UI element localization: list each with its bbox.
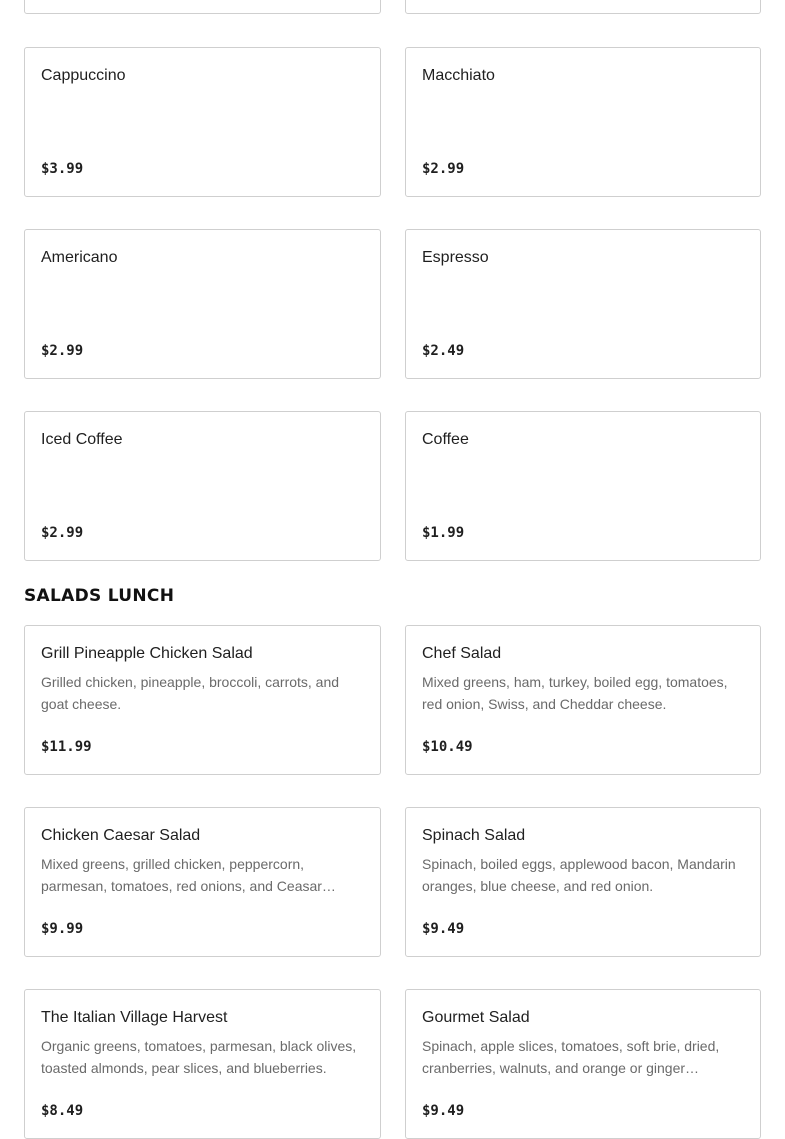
menu-item-name: Gourmet Salad — [422, 1009, 530, 1026]
menu-item-price: $10.49 — [422, 739, 473, 755]
menu-item-description: Mixed greens, grilled chicken, peppercorn, parmesan, tomatoes, red onions, and Ceasar… — [41, 856, 336, 894]
menu-item-description: Spinach, boiled eggs, applewood bacon, Mandarin oranges, blue cheese, and red onion. — [422, 856, 736, 894]
menu-item-price: $2.99 — [422, 161, 465, 177]
menu-item-name: Grill Pineapple Chicken Salad — [41, 645, 253, 662]
menu-item-description: Grilled chicken, pineapple, broccoli, carrots, and goat cheese. — [41, 674, 340, 712]
menu-item-price: $2.49 — [422, 343, 465, 359]
menu-item-name: Macchiato — [422, 67, 495, 84]
menu-item-card[interactable] — [24, 0, 381, 14]
menu-item-price: $1.99 — [422, 525, 465, 541]
menu-item-price: $8.49 — [41, 1103, 84, 1119]
menu-item-price: $2.99 — [41, 525, 84, 541]
menu-item-name: Iced Coffee — [41, 431, 123, 448]
menu-item-price: $2.99 — [41, 343, 84, 359]
section-title-salads: SALADS LUNCH — [24, 586, 175, 606]
menu-item-name: Chef Salad — [422, 645, 502, 662]
menu-item-card-spinach-salad[interactable] — [405, 807, 761, 957]
menu-item-price: $3.99 — [41, 161, 84, 177]
menu-item-card-chef-salad[interactable] — [405, 625, 761, 775]
menu-item-name: The Italian Village Harvest — [41, 1009, 228, 1026]
menu-item-name: Americano — [41, 249, 118, 266]
menu-item-name: Espresso — [422, 249, 489, 266]
menu-item-card-cappuccino[interactable] — [24, 47, 381, 197]
menu-item-price: $11.99 — [41, 739, 92, 755]
menu-item-description: Organic greens, tomatoes, parmesan, black olives, toasted almonds, pear slices, and blueberries. — [41, 1038, 357, 1076]
menu-item-description: Mixed greens, ham, turkey, boiled egg, tomatoes, red onion, Swiss, and Cheddar cheese. — [422, 674, 728, 712]
menu-item-name: Spinach Salad — [422, 827, 526, 844]
menu-item-card-coffee[interactable] — [405, 411, 761, 561]
menu-item-card-americano[interactable] — [24, 229, 381, 379]
menu-item-price: $9.49 — [422, 921, 465, 937]
menu-item-card-iced-coffee[interactable] — [24, 411, 381, 561]
menu-item-card-espresso[interactable] — [405, 229, 761, 379]
menu-item-card-macchiato[interactable] — [405, 47, 761, 197]
menu-item-card-grill-pineapple-chicken-salad[interactable] — [24, 625, 381, 775]
menu-item-price: $9.49 — [422, 1103, 465, 1119]
menu-item-name: Cappuccino — [41, 67, 126, 84]
menu-item-card[interactable] — [405, 0, 761, 14]
menu-item-name: Coffee — [422, 431, 469, 448]
menu-item-card-italian-village-harvest[interactable] — [24, 989, 381, 1139]
menu-item-card-chicken-caesar-salad[interactable] — [24, 807, 381, 957]
menu-item-description: Spinach, apple slices, tomatoes, soft brie, dried, cranberries, walnuts, and orange or ginger… — [422, 1038, 720, 1076]
menu-item-price: $9.99 — [41, 921, 84, 937]
menu-item-card-gourmet-salad[interactable] — [405, 989, 761, 1139]
menu-item-name: Chicken Caesar Salad — [41, 827, 201, 844]
